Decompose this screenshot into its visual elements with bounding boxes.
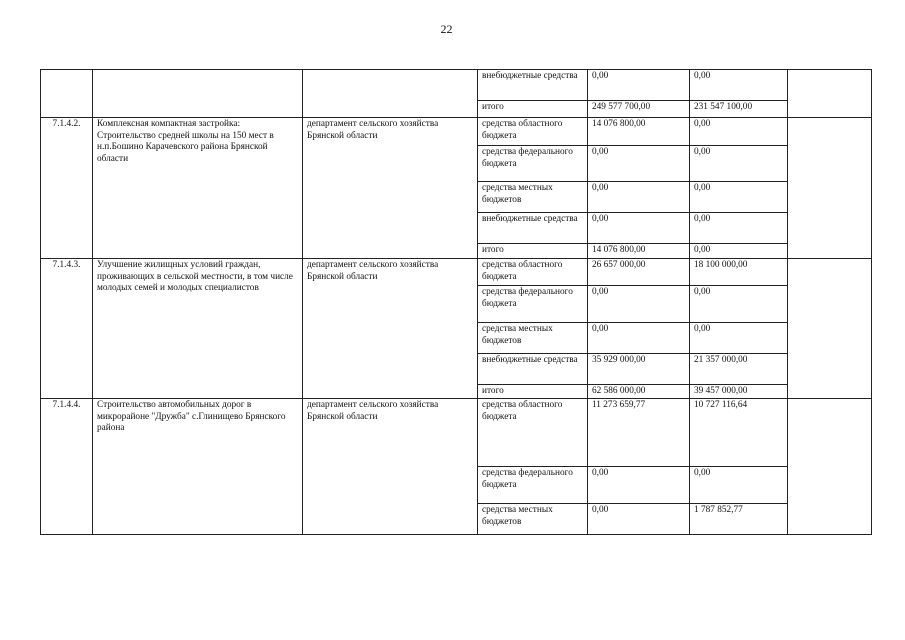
table-row [41,70,872,101]
funding-value-2: 0,00 [690,146,788,182]
funding-source: средства федерального бюджета [478,286,588,323]
activity-code: 7.1.4.2. [41,118,93,259]
page-number: 22 [440,22,453,36]
notes-cell [788,70,872,118]
activity-code: 7.1.4.3. [41,259,93,399]
funding-source: средства областного бюджета [478,399,588,467]
funding-value-2: 0,00 [690,244,788,259]
table-row [41,399,872,467]
funding-source: средства областного бюджета [478,259,588,286]
funding-value-2: 0,00 [690,467,788,504]
funding-value-2: 10 727 116,64 [690,399,788,467]
activity-executor [303,70,478,118]
funding-value-1: 14 076 800,00 [588,118,690,146]
funding-value-1: 0,00 [588,504,690,535]
funding-source: внебюджетные средства [478,70,588,101]
funding-source: внебюджетные средства [478,213,588,244]
funding-source: итого [478,101,588,118]
funding-value-2: 1 787 852,77 [690,504,788,535]
notes-cell [788,118,872,259]
funding-source: средства федерального бюджета [478,467,588,504]
funding-value-2: 0,00 [690,182,788,213]
funding-value-2: 0,00 [690,323,788,354]
funding-value-2: 0,00 [690,70,788,101]
program-activities-table [40,69,872,535]
funding-source: средства областного бюджета [478,118,588,146]
funding-value-1: 0,00 [588,146,690,182]
activity-code: 7.1.4.4. [41,399,93,535]
funding-source: средства местных бюджетов [478,182,588,213]
funding-value-1: 14 076 800,00 [588,244,690,259]
activity-name [93,70,303,118]
funding-value-2: 0,00 [690,286,788,323]
funding-value-1: 0,00 [588,286,690,323]
notes-cell [788,399,872,535]
funding-value-2: 0,00 [690,118,788,146]
funding-value-2: 21 357 000,00 [690,354,788,385]
funding-value-2: 231 547 100,00 [690,101,788,118]
funding-value-1: 0,00 [588,323,690,354]
funding-value-1: 11 273 659,77 [588,399,690,467]
activity-executor: департамент сельского хозяйства Брянской области [303,399,478,535]
notes-cell [788,259,872,399]
funding-value-1: 0,00 [588,182,690,213]
funding-source: итого [478,385,588,399]
activity-name: Комплексная компактная застройка: Строительство средней школы на 150 мест в н.п.Бошино Карачевского района Брянской области [93,118,303,259]
funding-source: средства федерального бюджета [478,146,588,182]
funding-value-1: 249 577 700,00 [588,101,690,118]
funding-value-2: 18 100 000,00 [690,259,788,286]
funding-value-2: 0,00 [690,213,788,244]
funding-value-1: 0,00 [588,467,690,504]
funding-value-1: 26 657 000,00 [588,259,690,286]
funding-value-1: 0,00 [588,70,690,101]
funding-value-2: 39 457 000,00 [690,385,788,399]
activity-executor: департамент сельского хозяйства Брянской области [303,259,478,399]
funding-source: внебюджетные средства [478,354,588,385]
funding-value-1: 0,00 [588,213,690,244]
funding-source: итого [478,244,588,259]
funding-source: средства местных бюджетов [478,323,588,354]
funding-value-1: 35 929 000,00 [588,354,690,385]
table-row [41,118,872,146]
activity-code [41,70,93,118]
funding-source: средства местных бюджетов [478,504,588,535]
activity-executor: департамент сельского хозяйства Брянской области [303,118,478,259]
funding-value-1: 62 586 000,00 [588,385,690,399]
activity-name: Строительство автомобильных дорог в микрорайоне "Дружба" с.Глинищево Брянского района [93,399,303,535]
activity-name: Улучшение жилищных условий граждан, проживающих в сельской местности, в том числе молодых семей и молодых специалистов [93,259,303,399]
table-row [41,259,872,286]
